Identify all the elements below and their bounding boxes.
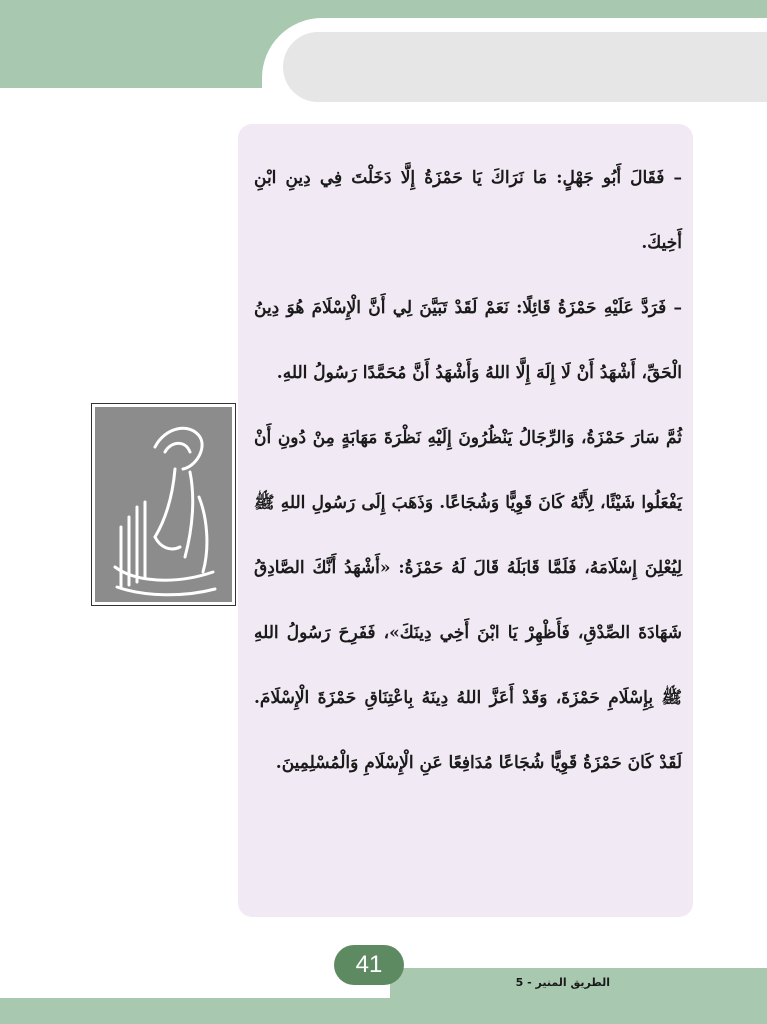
paragraph-abu-jahl: – فَقَالَ أَبُو جَهْلٍ: مَا نَرَاكَ يَا حَمْزَةُ إِلَّا دَخَلْتَ فِي دِينِ ابْنِ أَخِيكَ. bbox=[254, 168, 682, 253]
page-number: 41 bbox=[334, 945, 404, 985]
book-title: الطريق المنير - 5 bbox=[515, 976, 610, 989]
footer-band bbox=[0, 998, 767, 1024]
calligraphy-frame bbox=[91, 403, 236, 606]
header-pill bbox=[283, 32, 767, 102]
article-text bbox=[254, 146, 682, 796]
paragraph-hamza-reply: – فَرَدَّ عَلَيْهِ حَمْزَةُ قَائِلًا: نَعَمْ لَقَدْ تَبَيَّنَ لِي أَنَّ الْإِسْلَامَ هُوَ دِينُ الْحَقِّ، أَشْهَدُ أَنْ لَا إِلَهَ إِلَّا اللهُ وَأَشْهَدُ أَنَّ مُحَمَّدًا رَسُولُ اللهِ. bbox=[254, 298, 682, 383]
paragraph-hamza-islam: ثُمَّ سَارَ حَمْزَةُ، وَالرِّجَالُ يَنْظُرُونَ إِلَيْهِ نَظْرَةَ مَهَابَةٍ مِنْ دُونِ أَنْ يَفْعَلُوا شَيْئًا، لِأَنَّهُ كَانَ قَوِيًّا وَشُجَاعًا. وَذَهَبَ إِلَى رَسُولِ اللهِ ﷺ لِيُعْلِنَ إِسْلَامَهُ، فَلَمَّا قَابَلَهُ قَالَ لَهُ حَمْزَةُ: «أَشْهَدُ أَنَّكَ الصَّادِقُ شَهَادَةَ الصِّدْقِ، فَأَظْهِرْ يَا ابْنَ أَخِي دِينَكَ»، فَفَرِحَ رَسُولُ اللهِ ﷺ بِإِسْلَامِ حَمْزَةَ، وَقَدْ أَعَزَّ اللهُ دِينَهُ بِاعْتِنَاقِ حَمْزَةَ الْإِسْلَامَ. لَقَدْ كَانَ حَمْزَةُ قَوِيًّا شُجَاعًا مُدَافِعًا عَنِ الْإِسْلَامِ وَالْمُسْلِمِينَ. bbox=[254, 428, 682, 773]
shahada-calligraphy-icon bbox=[95, 407, 232, 602]
